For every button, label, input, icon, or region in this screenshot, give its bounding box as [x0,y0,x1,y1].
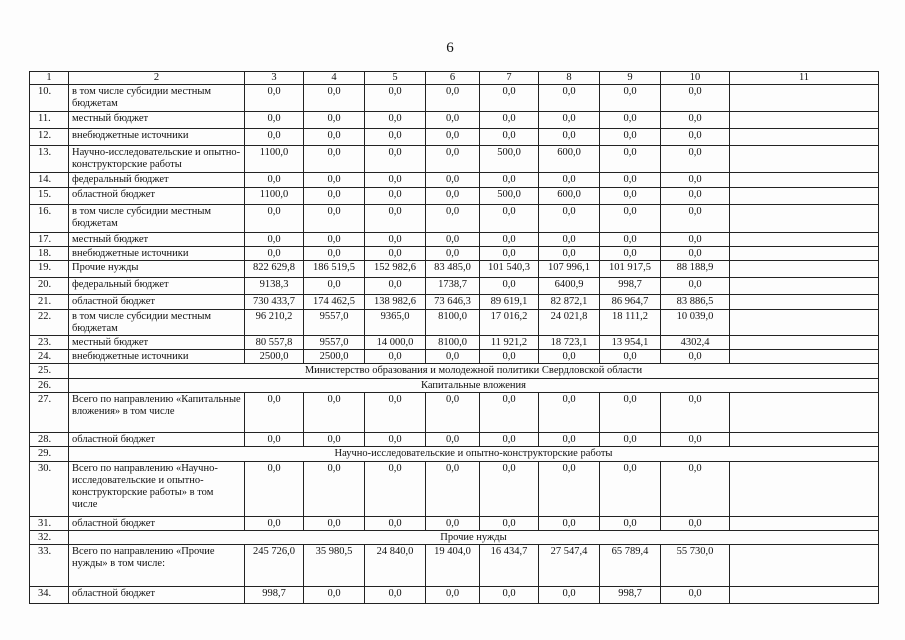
value-cell: 0,0 [304,205,365,233]
row-number: 19. [30,261,69,278]
row-number: 13. [30,146,69,173]
notes-cell [730,462,879,517]
notes-cell [730,233,879,247]
row-label: внебюджетные источники [69,247,245,261]
value-cell: 0,0 [600,462,661,517]
value-cell: 0,0 [245,112,304,129]
notes-cell [730,146,879,173]
value-cell: 0,0 [245,85,304,112]
value-cell: 0,0 [480,173,539,188]
section-title: Научно-исследовательские и опытно-конструкторские работы [69,447,879,462]
row-number: 29. [30,447,69,462]
value-cell: 0,0 [304,393,365,433]
row-number: 31. [30,517,69,531]
value-cell: 0,0 [600,233,661,247]
table-row [30,233,879,247]
table-row [30,295,879,310]
value-cell: 11 921,2 [480,336,539,350]
value-cell: 0,0 [480,205,539,233]
notes-cell [730,112,879,129]
value-cell: 730 433,7 [245,295,304,310]
value-cell: 0,0 [661,85,730,112]
notes-cell [730,129,879,146]
table-row [30,587,879,604]
value-cell: 0,0 [600,85,661,112]
value-cell: 0,0 [480,433,539,447]
value-cell: 0,0 [426,188,480,205]
notes-cell [730,393,879,433]
value-cell: 0,0 [245,517,304,531]
value-cell: 35 980,5 [304,545,365,587]
value-cell: 0,0 [661,278,730,295]
row-label: Всего по направлению «Капитальные вложения» в том числе [69,393,245,433]
row-label: Всего по направлению «Прочие нужды» в том числе: [69,545,245,587]
value-cell: 0,0 [365,587,426,604]
table-row [30,462,879,517]
notes-cell [730,188,879,205]
column-header: 7 [480,72,539,85]
value-cell: 96 210,2 [245,310,304,336]
table-row [30,261,879,278]
row-label: областной бюджет [69,188,245,205]
value-cell: 0,0 [245,247,304,261]
value-cell: 89 619,1 [480,295,539,310]
column-header: 9 [600,72,661,85]
value-cell: 0,0 [304,278,365,295]
row-number: 27. [30,393,69,433]
section-row [30,364,879,379]
value-cell: 0,0 [661,433,730,447]
value-cell: 0,0 [365,146,426,173]
value-cell: 0,0 [426,433,480,447]
table-row [30,188,879,205]
notes-cell [730,261,879,278]
value-cell: 0,0 [365,173,426,188]
value-cell: 0,0 [480,350,539,364]
value-cell: 0,0 [661,587,730,604]
table-row [30,433,879,447]
value-cell: 19 404,0 [426,545,480,587]
row-label: в том числе субсидии местным бюджетам [69,310,245,336]
value-cell: 0,0 [365,517,426,531]
value-cell: 0,0 [304,188,365,205]
value-cell: 0,0 [304,433,365,447]
value-cell: 2500,0 [304,350,365,364]
value-cell: 9557,0 [304,336,365,350]
notes-cell [730,350,879,364]
budget-table [29,71,879,604]
value-cell: 0,0 [600,205,661,233]
row-number: 10. [30,85,69,112]
value-cell: 0,0 [426,233,480,247]
value-cell: 0,0 [304,233,365,247]
value-cell: 6400,9 [539,278,600,295]
value-cell: 0,0 [426,517,480,531]
table-body [30,72,879,604]
value-cell: 0,0 [600,393,661,433]
value-cell: 1100,0 [245,146,304,173]
row-label: федеральный бюджет [69,278,245,295]
value-cell: 600,0 [539,146,600,173]
value-cell: 0,0 [600,188,661,205]
value-cell: 0,0 [480,85,539,112]
value-cell: 600,0 [539,188,600,205]
value-cell: 0,0 [426,393,480,433]
row-number: 28. [30,433,69,447]
value-cell: 24 021,8 [539,310,600,336]
row-label: Всего по направлению «Научно-исследовательские и опытно-конструкторские работы» в том числе [69,462,245,517]
value-cell: 0,0 [539,587,600,604]
row-number: 33. [30,545,69,587]
value-cell: 998,7 [245,587,304,604]
value-cell: 0,0 [426,462,480,517]
value-cell: 0,0 [661,233,730,247]
value-cell: 186 519,5 [304,261,365,278]
value-cell: 1738,7 [426,278,480,295]
value-cell: 0,0 [426,350,480,364]
value-cell: 500,0 [480,188,539,205]
value-cell: 0,0 [245,233,304,247]
value-cell: 0,0 [480,278,539,295]
value-cell: 0,0 [426,173,480,188]
value-cell: 9138,3 [245,278,304,295]
row-number: 16. [30,205,69,233]
value-cell: 13 954,1 [600,336,661,350]
value-cell: 0,0 [365,247,426,261]
value-cell: 18 723,1 [539,336,600,350]
value-cell: 101 540,3 [480,261,539,278]
value-cell: 0,0 [480,247,539,261]
value-cell: 86 964,7 [600,295,661,310]
row-number: 15. [30,188,69,205]
value-cell: 0,0 [304,517,365,531]
value-cell: 822 629,8 [245,261,304,278]
value-cell: 9557,0 [304,310,365,336]
row-label: областной бюджет [69,295,245,310]
row-label: областной бюджет [69,433,245,447]
section-row [30,447,879,462]
page-number: 6 [446,40,454,56]
value-cell: 0,0 [600,112,661,129]
value-cell: 0,0 [661,462,730,517]
header-row [30,72,879,85]
value-cell: 0,0 [426,112,480,129]
value-cell: 0,0 [480,587,539,604]
notes-cell [730,587,879,604]
row-number: 26. [30,379,69,393]
value-cell: 0,0 [480,462,539,517]
value-cell: 24 840,0 [365,545,426,587]
value-cell: 17 016,2 [480,310,539,336]
column-header: 11 [730,72,879,85]
value-cell: 0,0 [304,587,365,604]
row-label: Научно-исследовательские и опытно-конструкторские работы [69,146,245,173]
column-header: 10 [661,72,730,85]
value-cell: 0,0 [365,350,426,364]
value-cell: 0,0 [661,350,730,364]
notes-cell [730,310,879,336]
value-cell: 0,0 [365,433,426,447]
value-cell: 0,0 [365,393,426,433]
notes-cell [730,205,879,233]
row-number: 18. [30,247,69,261]
value-cell: 107 996,1 [539,261,600,278]
value-cell: 0,0 [661,173,730,188]
value-cell: 14 000,0 [365,336,426,350]
table-row [30,517,879,531]
value-cell: 0,0 [426,146,480,173]
row-label: в том числе субсидии местным бюджетам [69,85,245,112]
value-cell: 0,0 [245,393,304,433]
value-cell: 0,0 [539,205,600,233]
row-number: 12. [30,129,69,146]
value-cell: 0,0 [480,112,539,129]
row-number: 24. [30,350,69,364]
column-header: 5 [365,72,426,85]
value-cell: 82 872,1 [539,295,600,310]
column-header: 2 [69,72,245,85]
value-cell: 998,7 [600,587,661,604]
value-cell: 0,0 [304,146,365,173]
row-number: 21. [30,295,69,310]
table-row [30,393,879,433]
notes-cell [730,545,879,587]
value-cell: 0,0 [304,112,365,129]
value-cell: 0,0 [600,517,661,531]
value-cell: 0,0 [480,129,539,146]
value-cell: 0,0 [304,462,365,517]
row-label: федеральный бюджет [69,173,245,188]
value-cell: 0,0 [539,350,600,364]
value-cell: 0,0 [365,85,426,112]
row-number: 14. [30,173,69,188]
row-number: 32. [30,531,69,545]
row-number: 11. [30,112,69,129]
value-cell: 88 188,9 [661,261,730,278]
row-number: 23. [30,336,69,350]
value-cell: 0,0 [661,247,730,261]
value-cell: 0,0 [600,433,661,447]
row-label: внебюджетные источники [69,129,245,146]
table-row [30,350,879,364]
table-row [30,173,879,188]
notes-cell [730,278,879,295]
table-row [30,545,879,587]
table-row [30,129,879,146]
value-cell: 0,0 [304,129,365,146]
notes-cell [730,173,879,188]
value-cell: 83 485,0 [426,261,480,278]
table-row [30,247,879,261]
section-row [30,531,879,545]
value-cell: 0,0 [539,173,600,188]
value-cell: 0,0 [600,173,661,188]
value-cell: 0,0 [539,517,600,531]
value-cell: 0,0 [245,173,304,188]
row-label: областной бюджет [69,587,245,604]
value-cell: 16 434,7 [480,545,539,587]
value-cell: 0,0 [600,247,661,261]
notes-cell [730,295,879,310]
column-header: 3 [245,72,304,85]
value-cell: 0,0 [426,205,480,233]
value-cell: 0,0 [426,85,480,112]
value-cell: 0,0 [426,129,480,146]
value-cell: 0,0 [365,462,426,517]
value-cell: 1100,0 [245,188,304,205]
value-cell: 0,0 [661,129,730,146]
row-number: 22. [30,310,69,336]
section-title: Капитальные вложения [69,379,879,393]
value-cell: 2500,0 [245,350,304,364]
value-cell: 0,0 [600,146,661,173]
table-row [30,278,879,295]
table-row [30,85,879,112]
value-cell: 998,7 [600,278,661,295]
row-number: 30. [30,462,69,517]
value-cell: 0,0 [661,205,730,233]
value-cell: 0,0 [480,517,539,531]
value-cell: 0,0 [539,85,600,112]
row-label: местный бюджет [69,112,245,129]
value-cell: 4302,4 [661,336,730,350]
value-cell: 0,0 [539,233,600,247]
value-cell: 0,0 [304,85,365,112]
value-cell: 0,0 [600,350,661,364]
row-label: местный бюджет [69,336,245,350]
value-cell: 0,0 [480,393,539,433]
value-cell: 0,0 [661,517,730,531]
notes-cell [730,247,879,261]
value-cell: 80 557,8 [245,336,304,350]
value-cell: 0,0 [661,112,730,129]
row-number: 17. [30,233,69,247]
notes-cell [730,517,879,531]
value-cell: 73 646,3 [426,295,480,310]
value-cell: 0,0 [245,433,304,447]
value-cell: 174 462,5 [304,295,365,310]
value-cell: 0,0 [539,112,600,129]
value-cell: 0,0 [304,247,365,261]
value-cell: 9365,0 [365,310,426,336]
value-cell: 8100,0 [426,310,480,336]
table-row [30,205,879,233]
column-header: 4 [304,72,365,85]
value-cell: 152 982,6 [365,261,426,278]
value-cell: 500,0 [480,146,539,173]
value-cell: 0,0 [365,278,426,295]
value-cell: 0,0 [365,205,426,233]
value-cell: 8100,0 [426,336,480,350]
section-row [30,379,879,393]
value-cell: 0,0 [245,205,304,233]
row-number: 25. [30,364,69,379]
value-cell: 0,0 [661,146,730,173]
section-title: Министерство образования и молодежной политики Свердловской области [69,364,879,379]
column-header: 6 [426,72,480,85]
value-cell: 18 111,2 [600,310,661,336]
value-cell: 55 730,0 [661,545,730,587]
value-cell: 0,0 [480,233,539,247]
value-cell: 65 789,4 [600,545,661,587]
row-number: 34. [30,587,69,604]
value-cell: 0,0 [539,433,600,447]
value-cell: 0,0 [365,233,426,247]
value-cell: 0,0 [539,129,600,146]
section-title: Прочие нужды [69,531,879,545]
value-cell: 0,0 [426,247,480,261]
table-row [30,310,879,336]
column-header: 8 [539,72,600,85]
value-cell: 0,0 [245,129,304,146]
row-label: в том числе субсидии местным бюджетам [69,205,245,233]
value-cell: 0,0 [539,393,600,433]
value-cell: 0,0 [600,129,661,146]
value-cell: 138 982,6 [365,295,426,310]
notes-cell [730,336,879,350]
row-label: Прочие нужды [69,261,245,278]
value-cell: 0,0 [245,462,304,517]
value-cell: 27 547,4 [539,545,600,587]
row-number: 20. [30,278,69,295]
row-label: внебюджетные источники [69,350,245,364]
value-cell: 0,0 [365,112,426,129]
value-cell: 0,0 [304,173,365,188]
value-cell: 0,0 [539,247,600,261]
value-cell: 0,0 [661,393,730,433]
table-row [30,336,879,350]
value-cell: 0,0 [539,462,600,517]
value-cell: 245 726,0 [245,545,304,587]
value-cell: 0,0 [365,129,426,146]
value-cell: 83 886,5 [661,295,730,310]
value-cell: 0,0 [661,188,730,205]
table-row [30,112,879,129]
value-cell: 0,0 [426,587,480,604]
value-cell: 0,0 [365,188,426,205]
row-label: областной бюджет [69,517,245,531]
column-header: 1 [30,72,69,85]
row-label: местный бюджет [69,233,245,247]
table-row [30,146,879,173]
value-cell: 101 917,5 [600,261,661,278]
notes-cell [730,85,879,112]
notes-cell [730,433,879,447]
value-cell: 10 039,0 [661,310,730,336]
